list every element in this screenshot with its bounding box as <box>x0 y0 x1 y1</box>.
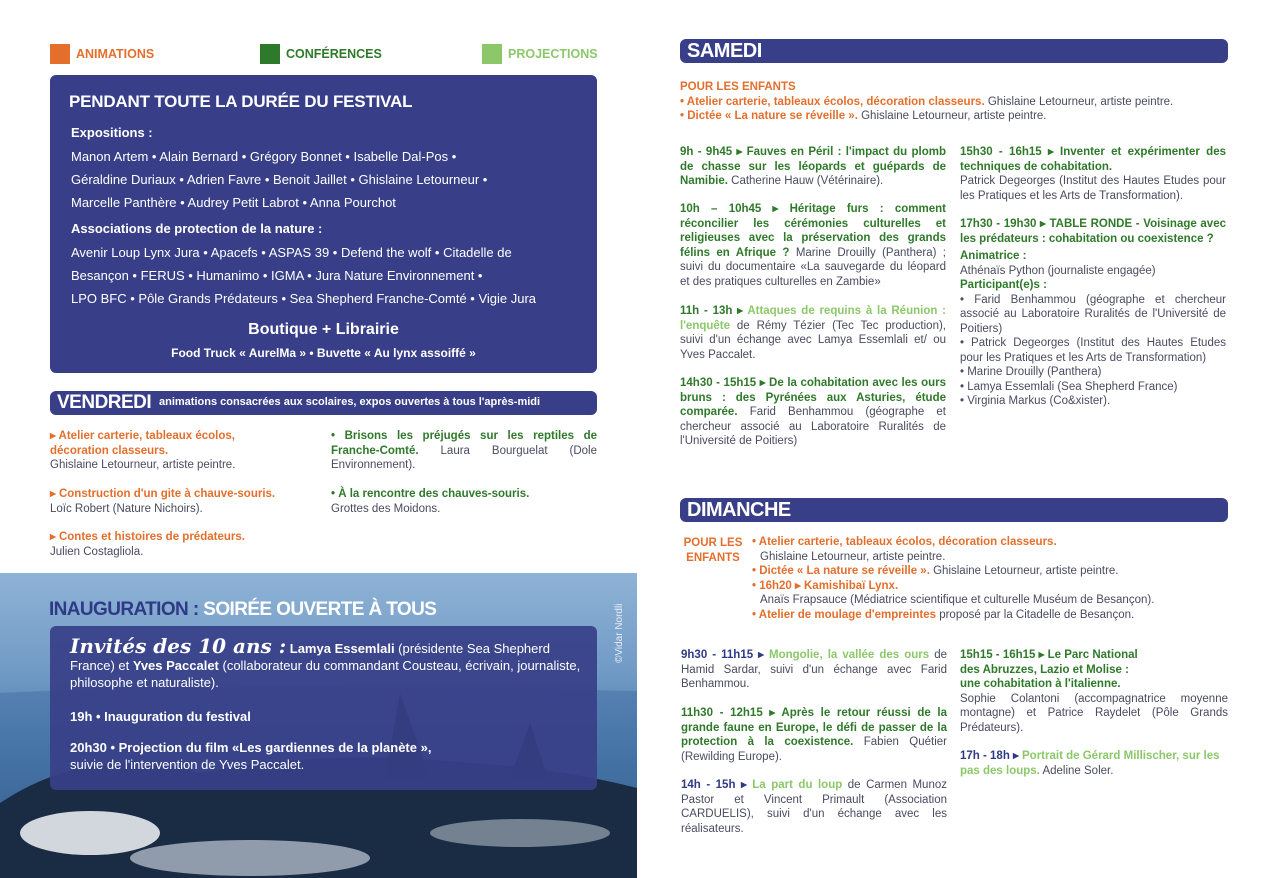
kids-activity-title: • Dictée « La nature se réveille ». <box>680 110 858 122</box>
vendredi-title: VENDREDI <box>57 392 152 413</box>
conferences-legend-swatch <box>260 44 280 64</box>
event-title: 9h - 9h45 ▸ Fauves en Péril : l'impact du plomb de chasse sur les léopards et guépards de Namibie. <box>680 146 946 187</box>
samedi-event-3 <box>680 304 946 362</box>
kids-activity-title: • Atelier de moulage d'empreintes <box>752 608 936 621</box>
conferences-legend-label: CONFÉRENCES <box>286 47 382 61</box>
event-presenter: Patrick Degeorges (Institut des Hautes Etudes pour les Pratiques et les Arts de Transformation). <box>960 175 1226 202</box>
participant-item: • Virginia Markus (Co&xister). <box>960 395 1111 407</box>
dimanche-event-5 <box>960 749 1228 778</box>
expositions-line-3: Marcelle Panthère • Audrey Petit Labrot • Anna Pourchot <box>71 195 396 210</box>
associations-heading: Associations de protection de la nature : <box>71 221 323 236</box>
event-presenter: de Carmen Munoz Pastor et Vincent Primault (Association CARDUELIS), suivi d'un échange avec les réalisateurs. <box>681 779 947 835</box>
vendredi-activity-1 <box>50 429 290 473</box>
projections-legend-swatch <box>482 44 502 64</box>
festival-title: PENDANT TOUTE LA DURÉE DU FESTIVAL <box>69 92 413 111</box>
activity-title: ▸ Construction d'un gite à chauve-souris. <box>50 488 276 500</box>
samedi-kids <box>680 80 1240 124</box>
participants-heading: Participant(e)s : <box>960 279 1047 291</box>
vendredi-subtitle: animations consacrées aux scolaires, expos ouvertes à tous l'après-midi <box>159 396 541 408</box>
event-time: 11h - 13h ▸ <box>680 305 748 317</box>
guest-name-1: Lamya Essemlali <box>289 641 395 656</box>
vendredi-activity-3 <box>50 530 320 559</box>
associations-line-3: LPO BFC • Pôle Grands Prédateurs • Sea Shepherd Franche-Comté • Vigie Jura <box>71 291 537 306</box>
associations-line-2: Besançon • FERUS • Humanimo • IGMA • Jura Nature Environnement • <box>71 268 483 283</box>
participant-item: • Farid Benhammou (géographe et chercheur associé au Laboratoire Ruralités de l'Université de Poitiers) <box>960 293 1226 335</box>
event-presenter: de Hamid Sardar, suivi d'un échange avec Farid Benhammou. <box>681 649 947 690</box>
inauguration-line-3: suivie de l'intervention de Yves Paccalet. <box>70 757 305 772</box>
inauguration-line-2: 20h30 • Projection du film «Les gardiennes de la planète », <box>70 740 432 755</box>
event-title: Portrait de Gérard Millischer, sur les pas des loups. <box>960 750 1220 777</box>
participant-item: • Marine Drouilly (Panthera) <box>960 366 1102 378</box>
event-title: 14h30 - 15h15 ▸ De la cohabitation avec les ours bruns : des Pyrénées aux Asturies, étude comparée. <box>680 377 946 418</box>
samedi-event-5 <box>960 145 1226 203</box>
activity-title: ▸ Contes et histoires de prédateurs. <box>50 531 245 543</box>
event-presenter: Farid Benhammou (géographe et chercheur associé au Laboratoire Ruralités de l'Université de Poitiers) <box>680 406 946 447</box>
animations-legend-swatch <box>50 44 70 64</box>
kids-activity-presenter: Ghislaine Letourneur, artiste peintre. <box>984 95 1174 108</box>
kids-activity-title: • Dictée « La nature se réveille ». <box>752 565 930 577</box>
kids-activity-presenter: Ghislaine Letourneur, artiste peintre. <box>857 110 1047 122</box>
dimanche-event-3 <box>681 778 947 836</box>
event-presenter: Catherine Hauw (Vétérinaire). <box>727 175 884 187</box>
event-time: 14h - 15h ▸ <box>681 779 753 791</box>
event-title: 17h30 - 19h30 ▸ TABLE RONDE - Voisinage avec les prédateurs : cohabitation ou coexistence ? <box>960 218 1226 245</box>
inauguration-title-a: INAUGURATION : <box>49 599 199 620</box>
event-title: La part du loup <box>752 779 843 791</box>
event-time: 9h30 - 11h15 ▸ <box>681 649 769 661</box>
photo-credit: ©Vidar Nordli <box>614 603 625 663</box>
kids-activity-title: • Atelier carterie, tableaux écolos, décoration classeurs. <box>752 536 1057 548</box>
dimanche-bar <box>680 498 1228 522</box>
event-presenter: Marine Drouilly (Panthera) ; suivi du documentaire «La sauvegarde du léopard et des pratiques culturelles en Zambie» <box>680 246 946 288</box>
dimanche-kids-heading <box>678 536 748 566</box>
dimanche-title: DIMANCHE <box>687 499 791 521</box>
event-title: Mongolie, la vallée des ours <box>768 649 930 661</box>
event-title: 10h – 10h45 ▸ Héritage furs : comment réconcilier les cérémonies culturelles et religieuses avec la préservation des grands félins en Afrique ? <box>680 203 946 259</box>
festival-box <box>50 75 597 373</box>
kids-activity-presenter: Ghislaine Letourneur, artiste peintre. <box>760 550 946 563</box>
dimanche-event-1 <box>681 648 947 692</box>
kids-activity-title: • Atelier carterie, tableaux écolos, décoration classeurs. <box>680 95 985 108</box>
samedi-event-4 <box>680 376 946 449</box>
inauguration-box <box>50 626 597 790</box>
activity-title: ▸ Atelier carterie, tableaux écolos, décoration classeurs. <box>50 430 235 457</box>
dimanche-kids <box>752 535 1232 622</box>
event-title-line-2: des Abruzzes, Lazio et Molise : <box>960 663 1129 676</box>
guest-desc-1: (présidente Sea Shepherd France) et <box>70 641 550 673</box>
animations-legend-label: ANIMATIONS <box>76 47 155 61</box>
activity-presenter: Ghislaine Letourneur, artiste peintre. <box>50 459 236 471</box>
vendredi-activity-4 <box>331 429 597 473</box>
dimanche-event-4 <box>960 648 1228 735</box>
guest-desc-2: (collaborateur du commandant Cousteau, écrivain, journaliste, philosophe et naturaliste). <box>70 658 581 690</box>
inauguration-line-1: 19h • Inauguration du festival <box>70 709 251 724</box>
expositions-line-1: Manon Artem • Alain Bernard • Grégory Bonnet • Isabelle Dal-Pos • <box>71 149 457 164</box>
kids-activity-presenter: Anaïs Frapsauce (Médiatrice scientifique et culturelle Muséum de Besançon). <box>760 594 1155 606</box>
event-presenter: de Rémy Tézier (Tec Tec production), suivi d'un échange avec Lamya Essemlali et/ ou Yves Paccalet. <box>680 319 946 361</box>
vendredi-activity-2 <box>50 487 320 516</box>
samedi-title: SAMEDI <box>687 40 762 62</box>
activity-presenter: Grottes des Moidons. <box>331 502 441 515</box>
kids-heading: POUR LES ENFANTS <box>680 81 796 93</box>
kids-activity-presenter: proposé par la Citadelle de Besançon. <box>936 608 1135 621</box>
samedi-event-2 <box>680 202 946 289</box>
event-presenter: Fabien Quétier (Rewilding Europe). <box>681 736 947 763</box>
activity-presenter: Loïc Robert (Nature Nichoirs). <box>50 502 203 515</box>
expositions-heading: Expositions : <box>71 125 153 140</box>
boutique-label: Boutique + Librairie <box>248 321 399 338</box>
vendredi-activity-5 <box>331 487 597 516</box>
event-time: 17h - 18h ▸ <box>960 750 1023 762</box>
dimanche-event-2 <box>681 706 947 764</box>
event-presenter: Sophie Colantoni (accompagnatrice moyenne montagne) et Patrice Raydelet (Pôle Grands Prédateurs). <box>960 692 1228 734</box>
inauguration-title <box>49 599 436 621</box>
activity-title: • Brisons les préjugés sur les reptiles de Franche-Comté. <box>331 430 597 457</box>
projections-legend-label: PROJECTIONS <box>508 47 598 61</box>
samedi-bar <box>680 39 1228 63</box>
kids-activity-presenter: Ghislaine Letourneur, artiste peintre. <box>929 565 1119 577</box>
event-title: 11h30 - 12h15 ▸ Après le retour réussi de la grande faune en Europe, le défi de passer de la protection à la coexistence. <box>681 707 947 748</box>
vendredi-bar <box>50 391 597 415</box>
kids-activity-title: • 16h20 ▸ Kamishibaï Lynx. <box>752 579 899 592</box>
event-title: 15h30 - 16h15 ▸ Inventer et expérimenter des techniques de cohabitation. <box>960 146 1226 173</box>
animatrice-name: Athénaïs Python (journaliste engagée) <box>960 264 1156 277</box>
participant-item: • Lamya Essemlali (Sea Shepherd France) <box>960 380 1178 393</box>
event-title: Attaques de requins à la Réunion : l'enquête <box>680 305 946 332</box>
samedi-event-6 <box>960 217 1226 409</box>
kids-heading-line-1: POUR LES <box>683 537 743 549</box>
activity-title: • À la rencontre des chauves-souris. <box>331 488 530 500</box>
invites-heading: Invités des 10 ans : <box>70 634 287 658</box>
inauguration-title-b: SOIRÉE OUVERTE À TOUS <box>203 599 437 620</box>
invites-text <box>70 634 585 691</box>
event-title-line-1: 15h15 - 16h15 ▸ Le Parc National <box>960 649 1138 661</box>
food-truck-label: Food Truck « AurelMa » • Buvette « Au lynx assoiffé » <box>171 346 476 360</box>
animatrice-heading: Animatrice : <box>960 250 1027 262</box>
participant-item: • Patrick Degeorges (Institut des Hautes Etudes pour les Pratiques et les Arts de Transformation) <box>960 337 1226 364</box>
expositions-line-2: Géraldine Duriaux • Adrien Favre • Benoit Jaillet • Ghislaine Letourneur • <box>71 172 488 187</box>
associations-line-1: Avenir Loup Lynx Jura • Apacefs • ASPAS 39 • Defend the wolf • Citadelle de <box>71 245 512 260</box>
event-presenter: Adeline Soler. <box>1039 764 1114 777</box>
event-title-line-3: une cohabitation à l'italienne. <box>960 678 1121 690</box>
kids-heading-line-2: ENFANTS <box>686 552 740 564</box>
activity-presenter: Julien Costagliola. <box>50 545 144 558</box>
guest-name-2: Yves Paccalet <box>132 658 219 673</box>
samedi-event-1 <box>680 145 946 189</box>
activity-presenter: Laura Bourguelat (Dole Environnement). <box>331 444 597 471</box>
